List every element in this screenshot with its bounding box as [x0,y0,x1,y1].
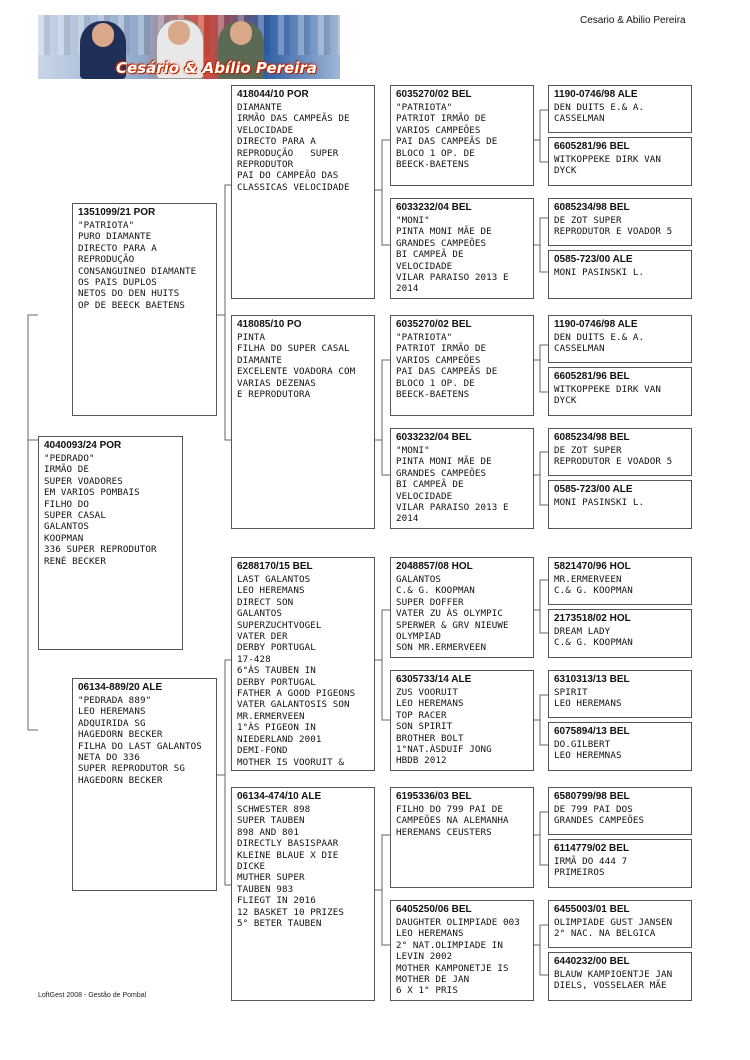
footer-credit: LoftGest 2008 - Gestão de Pombal [38,992,147,999]
ring-number: 6605281/96 BEL [554,371,630,382]
ring-number: 1351099/21 POR [78,207,156,218]
pedigree-card-gen5 [548,900,692,948]
ring-number: 6085234/98 BEL [554,202,630,213]
pedigree-card-gen5 [548,722,692,771]
pedigree-card-gen3 [231,787,375,1001]
ring-number: 6580799/98 BEL [554,791,630,802]
ring-number: 6305733/14 ALE [396,674,472,685]
ring-number: 6035270/02 BEL [396,319,472,330]
ring-number: 06134-474/10 ALE [237,791,322,802]
pigeon-description: BLAUW KAMPIOENTJE JAN DIELS, VOSSELAER MÃE [554,969,673,992]
pigeon-description: LAST GALANTOS LEO HEREMANS DIRECT SON GALANTOS SUPERZUCHTVOGEL VATER DER DERBY PORTUGAL 17-428 6°ÀS TAUBEN IN DERBY PORTUGAL FATHER A GOOD PIGEONS VATER GALANTOSIS SON MR.ERMERVEEN 1°ÀS PIGEON IN NIEDERLAND 2001 DEMI-FOND MOTHER IS VOORUIT & [237,574,356,768]
ring-number: 6405250/06 BEL [396,904,472,915]
connector-gen3-c [375,610,390,720]
pedigree-card-gen5 [548,137,692,186]
ring-number: 6085234/98 BEL [554,432,630,443]
ring-number: 6310313/13 BEL [554,674,630,685]
pigeon-description: IRMÃ DO 444 7 PRIMEIROS [554,856,628,879]
connector-gen3-d [375,835,390,945]
connector-dam-gen3 [217,660,231,885]
pedigree-card-gen5 [548,480,692,529]
ring-number: 0585-723/00 ALE [554,484,633,495]
ring-number: 0585-723/00 ALE [554,254,633,265]
pigeon-description: MR.ERMERVEEN C.& G. KOOPMAN [554,574,633,597]
pigeon-description: SPIRIT LEO HEREMANS [554,687,622,710]
pigeon-description: DE 799 PAI DOS GRANDES CAMPEÕES [554,804,645,827]
ring-number: 5821470/96 HOL [554,561,631,572]
pedigree-card-dam [72,678,217,891]
connector-gen4 [534,110,548,975]
pedigree-card-gen5 [548,952,692,1001]
ring-number: 1190-0746/98 ALE [554,89,638,100]
banner-title: Cesário & Abílio Pereira [116,59,317,77]
pedigree-card-gen5 [548,198,692,246]
ring-number: 1190-0746/98 ALE [554,319,638,330]
ring-number: 418085/10 PO [237,319,302,330]
pigeon-description: "PATRIOTA" PURO DIAMANTE DIRECTO PARA A REPRODUÇÃO CONSANGUINEO DIAMANTE OS PAIS DUPLOS NETOS DO DEN HUITS OP DE BEECK BAETENS [78,220,197,311]
ring-number: 6033232/04 BEL [396,432,472,443]
pedigree-card-gen5 [548,315,692,363]
pedigree-card-gen4 [390,900,534,1001]
ring-number: 6440232/00 BEL [554,956,630,967]
pigeon-description: PINTA FILHA DO SUPER CASAL DIAMANTE EXCELENTE VOADORA COM VARIAS DEZENAS E REPRODUTORA [237,332,356,401]
ring-number: 6035270/02 BEL [396,89,472,100]
pigeon-description: DO.GILBERT LEO HEREMNAS [554,739,622,762]
pigeon-description: OLIMPIADE GUST JANSEN 2° NAC. NA BELGICA [554,917,673,940]
pedigree-card-gen4 [390,315,534,416]
pedigree-card-gen5 [548,367,692,416]
pigeon-description: DAUGHTER OLIMPIADE 003 LEO HEREMANS 2° NAT.OLIMPIADE IN LEVIN 2002 MOTHER KAMPONETJE IS MOTHER DE JAN 6 X 1° PRIS [396,917,520,997]
pedigree-card-gen3 [231,315,375,529]
pigeon-description: "MONI" PINTA MONI MÃE DE GRANDES CAMPEÕES BI CAMPEÃ DE VELOCIDADE VILAR PARAISO 2013 E 2014 [396,215,509,295]
pigeon-description: "PATRIOTA" PATRIOT IRMÃO DE VARIOS CAMPEÕES PAI DAS CAMPEÃS DE BLOCO 1 OP. DE BEECK-BAETENS [396,102,498,171]
pigeon-description: WITKOPPEKE DIRK VAN DYCK [554,154,661,177]
pedigree-card-gen4 [390,198,534,299]
pedigree-card-gen5 [548,557,692,605]
pigeon-description: "PEDRADO" IRMÃO DE SUPER VOADORES EM VARIOS POMBAIS FILHO DO SUPER CASAL GALANTOS KOOPMAN 336 SUPER REPRODUTOR RENÉ BECKER [44,453,157,567]
pigeon-description: DE ZOT SUPER REPRODUTOR E VOADOR 5 [554,215,673,238]
pedigree-card-gen4 [390,557,534,658]
pedigree-card-gen4 [390,670,534,771]
pigeon-description: ZUS VOORUIT LEO HEREMANS TOP RACER SON SPIRIT BROTHER BOLT 1°NAT.ÀSDUIF JONG HBDB 2012 [396,687,492,767]
connector-subject-parents [28,315,38,730]
ring-number: 6288170/15 BEL [237,561,313,572]
ring-number: 6114779/02 BEL [554,843,630,854]
pigeon-description: DREAM LADY C.& G. KOOPMAN [554,626,633,649]
pedigree-card-gen5 [548,670,692,718]
pigeon-description: GALANTOS C.& G. KOOPMAN SUPER DOFFER VATER ZU ÀS OLYMPIC SPERWER & GRV NIEUWE OLYMPIAD SON MR.ERMERVEEN [396,574,509,654]
ring-number: 06134-889/20 ALE [78,682,163,693]
pedigree-card-gen5 [548,787,692,835]
ring-number: 6605281/96 BEL [554,141,630,152]
ring-number: 2048857/08 HOL [396,561,473,572]
pigeon-description: MONI PASINSKI L. [554,267,645,278]
pigeon-description: "PATRIOTA" PATRIOT IRMÃO DE VARIOS CAMPEÕES PAI DAS CAMPEÃS DE BLOCO 1 OP. DE BEECK-BAETENS [396,332,498,401]
pedigree-card-sire [72,203,217,416]
ring-number: 6455003/01 BEL [554,904,630,915]
ring-number: 6195336/03 BEL [396,791,472,802]
pigeon-description: FILHO DO 799 PAI DE CAMPEÕES NA ALEMANHA HEREMANS CEUSTERS [396,804,509,838]
pedigree-card-gen3 [231,85,375,299]
pedigree-card-gen5 [548,609,692,658]
pigeon-description: DEN DUITS E.& A. CASSELMAN [554,332,645,355]
pedigree-card-gen5 [548,85,692,133]
pigeon-description: SCHWESTER 898 SUPER TAUBEN 898 AND 801 DIRECTLY BASISPAAR KLEINE BLAUE X DIE DICKE MUTHER SUPER TAUBEN 983 FLIEGT IN 2016 12 BASKET 10 PRIZES 5° BETER TAUBEN [237,804,344,930]
pigeon-description: "MONI" PINTA MONI MÃE DE GRANDES CAMPEÕES BI CAMPEÃ DE VELOCIDADE VILAR PARAISO 2013 E 2014 [396,445,509,525]
connector-gen3-a [375,140,390,245]
ring-number: 2173518/02 HOL [554,613,631,624]
ring-number: 4040093/24 POR [44,440,122,451]
pedigree-card-gen5 [548,428,692,476]
connector-gen3-b [375,360,390,475]
pedigree-card-gen5 [548,839,692,888]
pedigree-card-gen3 [231,557,375,771]
pedigree-card-gen5 [548,250,692,299]
pedigree-card-gen4 [390,85,534,186]
pigeon-description: WITKOPPEKE DIRK VAN DYCK [554,384,661,407]
pigeon-description: DIAMANTE IRMÃO DAS CAMPEÃS DE VELOCIDADE DIRECTO PARA A REPRODUÇÃO SUPER REPRODUTOR PAI DO CAMPEÃO DAS CLASSICAS VELOCIDADE [237,102,350,193]
pedigree-card-gen4 [390,787,534,888]
ring-number: 418044/10 POR [237,89,309,100]
pigeon-description: "PEDRADA 889" LEO HEREMANS ADQUIRIDA SG HAGEDORN BECKER FILHA DO LAST GALANTOS NETA DO 336 SUPER REPRODUTOR SG HAGEDORN BECKER [78,695,202,786]
pigeon-description: MONI PASINSKI L. [554,497,645,508]
pedigree-card-subject [38,436,183,650]
connector-sire-gen3 [217,185,231,440]
pedigree-card-gen4 [390,428,534,529]
pigeon-description: DEN DUITS E.& A. CASSELMAN [554,102,645,125]
pigeon-description: DE ZOT SUPER REPRODUTOR E VOADOR 5 [554,445,673,468]
ring-number: 6075894/13 BEL [554,726,630,737]
owner-name: Cesario & Abilio Pereira [580,15,686,26]
ring-number: 6033232/04 BEL [396,202,472,213]
